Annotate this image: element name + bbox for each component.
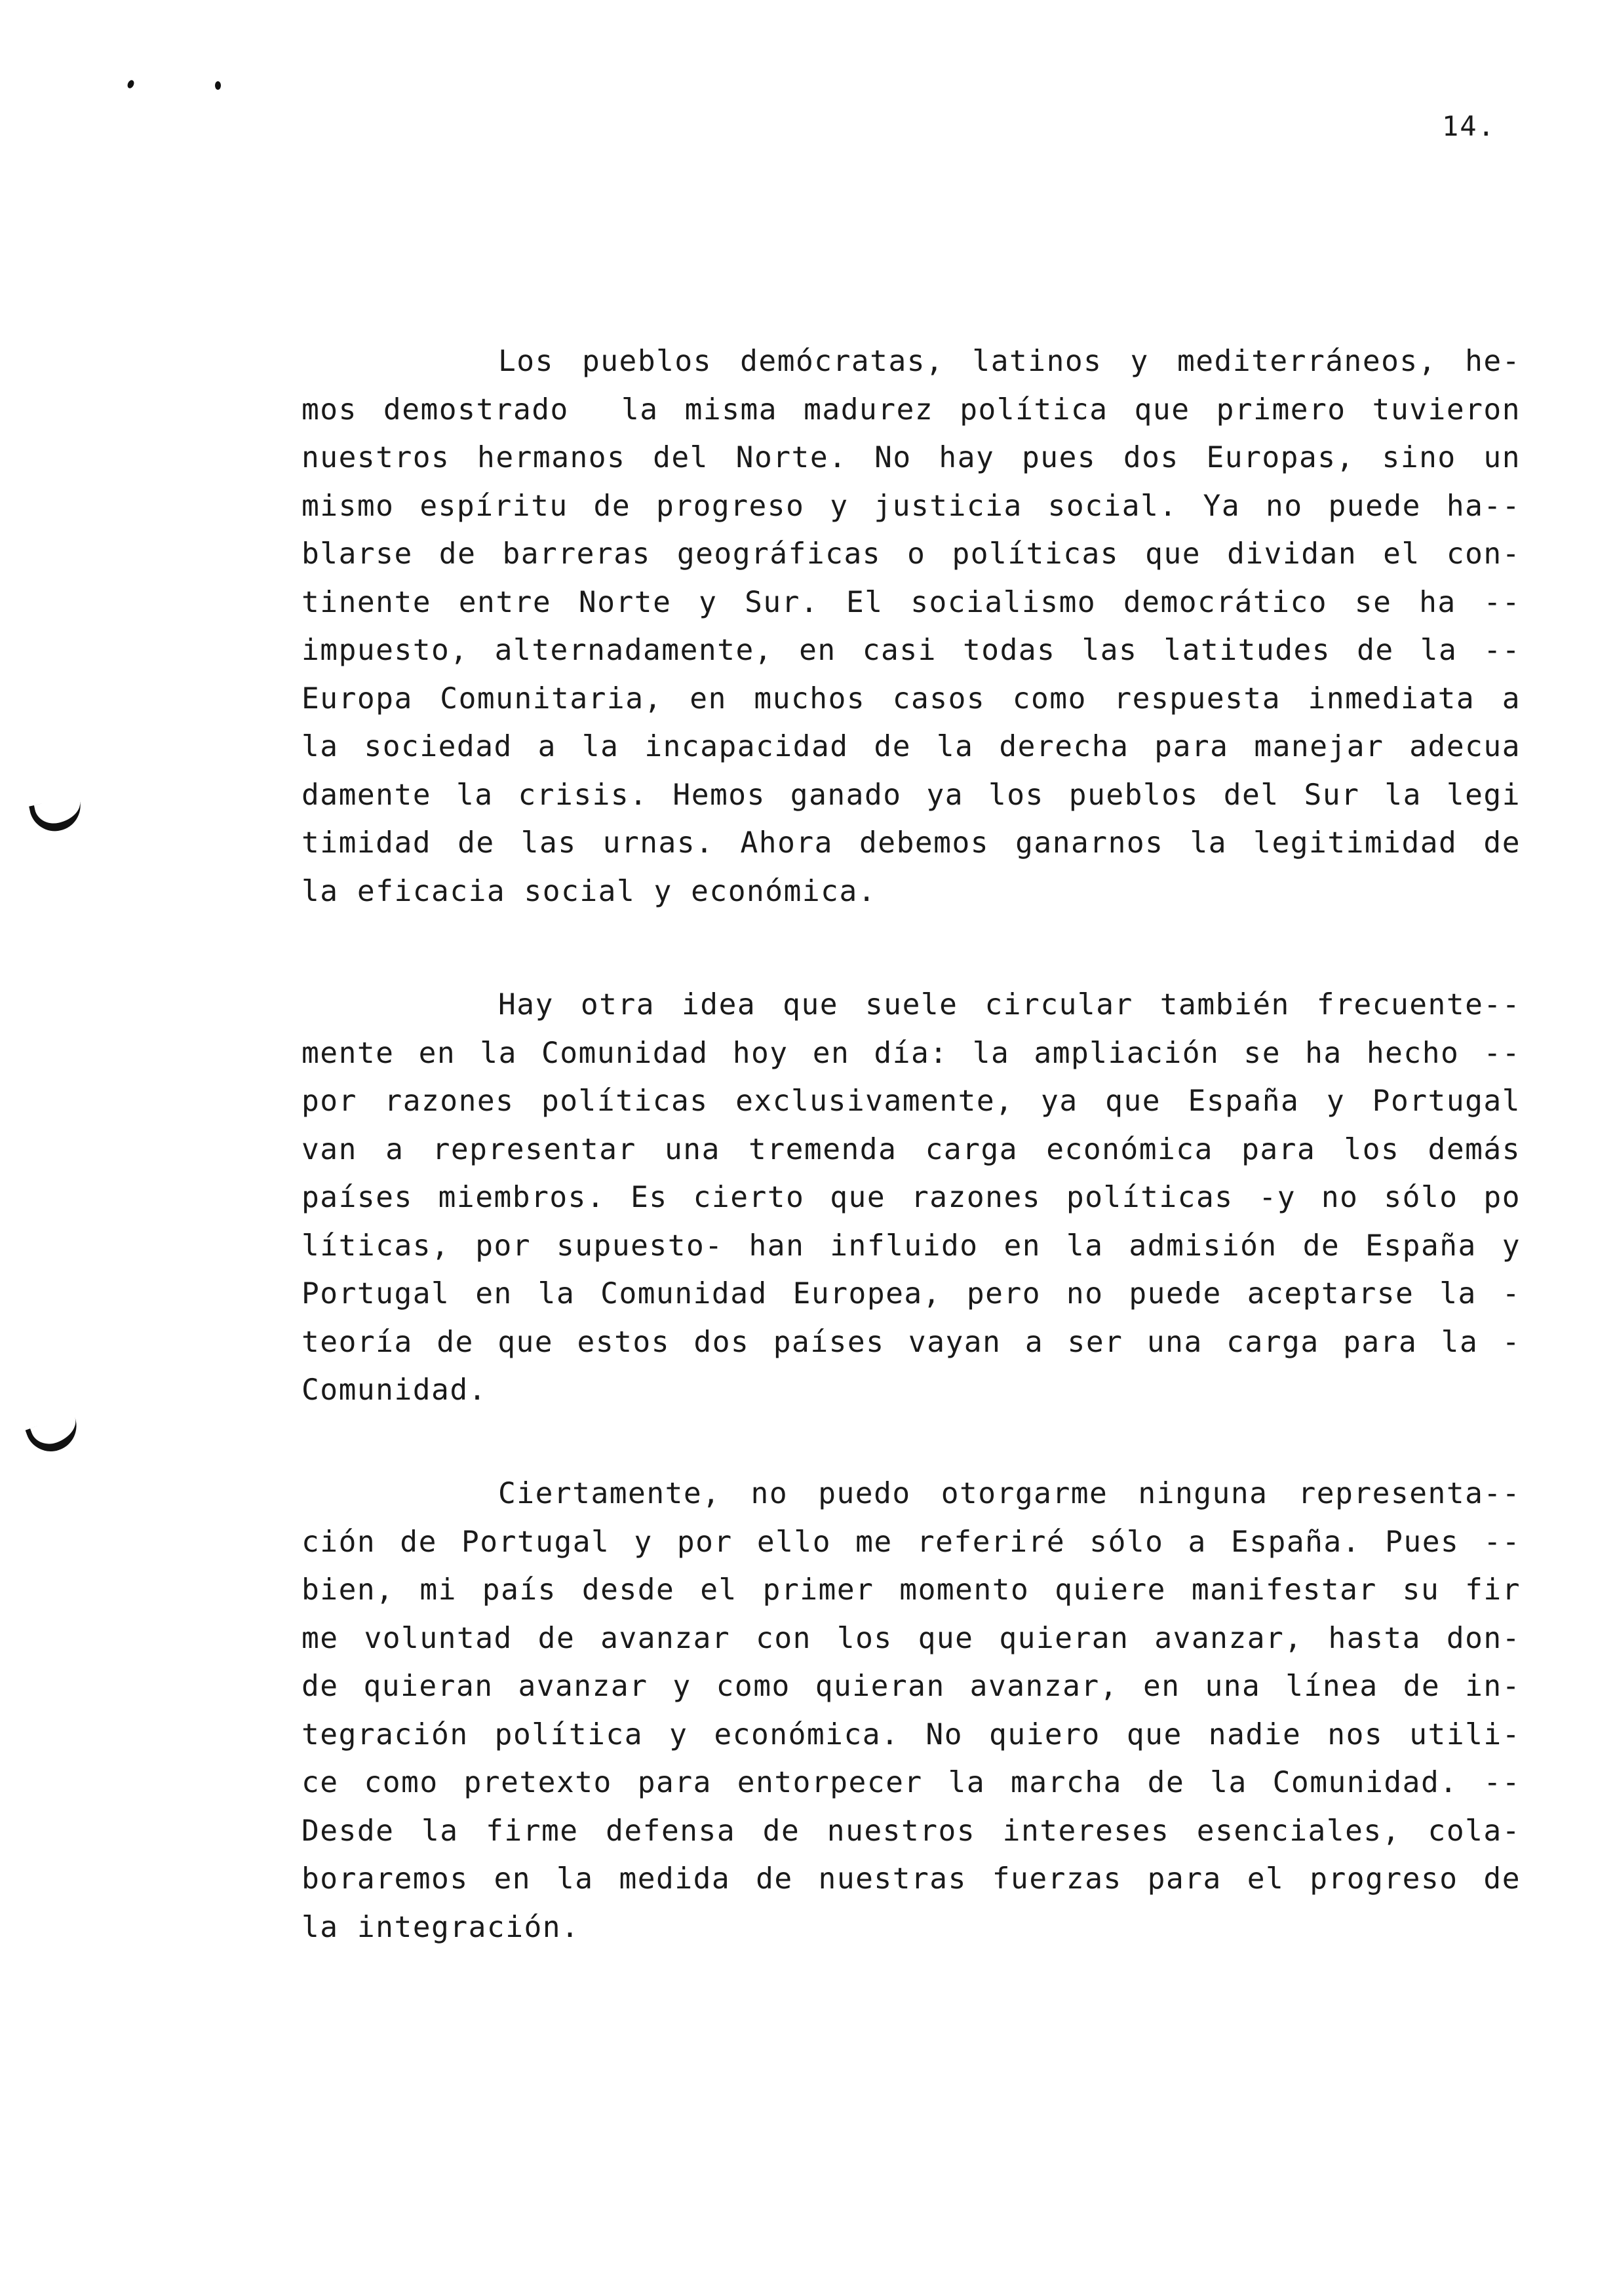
- paragraph-line: la sociedad a la incapacidad de la derecha para manejar adecua: [302, 730, 1521, 763]
- paragraph-line: mos demostrado la misma madurez política que primero tuvieron: [302, 392, 1521, 427]
- paragraph-line: Los pueblos demócratas, latinos y mediterráneos, he-: [498, 345, 1521, 378]
- binder-hole-mark: [25, 1413, 83, 1459]
- paragraph-line: van a representar una tremenda carga económica para los demás: [302, 1132, 1521, 1166]
- paragraph-line: mismo espíritu de progreso y justicia social. Ya no puede ha--: [302, 489, 1521, 523]
- paragraph-line: Europa Comunitaria, en muchos casos como respuesta inmediata a: [302, 681, 1521, 716]
- paragraph-line: timidad de las urnas. Ahora debemos ganarnos la legitimidad de: [302, 826, 1521, 860]
- paragraph-line: líticas, por supuesto- han influido en la admisión de España y: [302, 1229, 1521, 1263]
- paragraph: [302, 1470, 1521, 1951]
- paragraph-line: ce como pretexto para entorpecer la marcha de la Comunidad. --: [302, 1766, 1521, 1799]
- paragraph-line: países miembros. Es cierto que razones políticas -y no sólo po: [302, 1181, 1521, 1214]
- paragraph-line: Ciertamente, no puedo otorgarme ninguna representa--: [498, 1477, 1521, 1510]
- paragraph-line: Comunidad.: [302, 1373, 487, 1407]
- paragraph-line: blarse de barreras geográficas o políticas que dividan el con-: [302, 537, 1521, 571]
- paragraph-line: damente la crisis. Hemos ganado ya los pueblos del Sur la legi: [302, 778, 1521, 812]
- paragraph-line: de quieran avanzar y como quieran avanzar, en una línea de in-: [302, 1670, 1521, 1703]
- binder-hole-mark: [29, 795, 85, 835]
- paragraph: [302, 337, 1521, 915]
- paragraph-line: tegración política y económica. No quiero que nadie nos utili-: [302, 1717, 1521, 1751]
- page-number: 14.: [1442, 110, 1496, 142]
- paragraph-line: impuesto, alternadamente, en casi todas las latitudes de la --: [302, 634, 1521, 667]
- paragraph-line: Hay otra idea que suele circular también frecuente--: [498, 988, 1521, 1022]
- paragraph-line: Portugal en la Comunidad Europea, pero no puede aceptarse la -: [302, 1277, 1521, 1311]
- paragraph-line: bien, mi país desde el primer momento quiere manifestar su fir: [302, 1573, 1521, 1607]
- paragraph-line: boraremos en la medida de nuestras fuerzas para el progreso de: [302, 1862, 1521, 1896]
- paragraph-line: la integración.: [302, 1910, 580, 1944]
- paragraph-line: mente en la Comunidad hoy en día: la ampliación se ha hecho --: [302, 1036, 1521, 1070]
- paragraph-line: la eficacia social y económica.: [302, 874, 877, 908]
- paragraph-line: por razones políticas exclusivamente, ya que España y Portugal: [302, 1084, 1521, 1118]
- scan-dot-mark: [126, 79, 136, 90]
- paragraph: [302, 981, 1521, 1415]
- paragraph-line: ción de Portugal y por ello me referiré sólo a España. Pues --: [302, 1525, 1521, 1559]
- scan-dot-mark: [215, 81, 221, 90]
- paragraph-line: nuestros hermanos del Norte. No hay pues dos Europas, sino un: [302, 441, 1521, 474]
- paragraph-line: tinente entre Norte y Sur. El socialismo democrático se ha --: [302, 585, 1521, 619]
- paragraph-line: me voluntad de avanzar con los que quieran avanzar, hasta don-: [302, 1621, 1521, 1655]
- paragraph-line: Desde la firme defensa de nuestros intereses esenciales, cola-: [302, 1814, 1521, 1848]
- paragraph-line: teoría de que estos dos países vayan a ser una carga para la -: [302, 1325, 1521, 1359]
